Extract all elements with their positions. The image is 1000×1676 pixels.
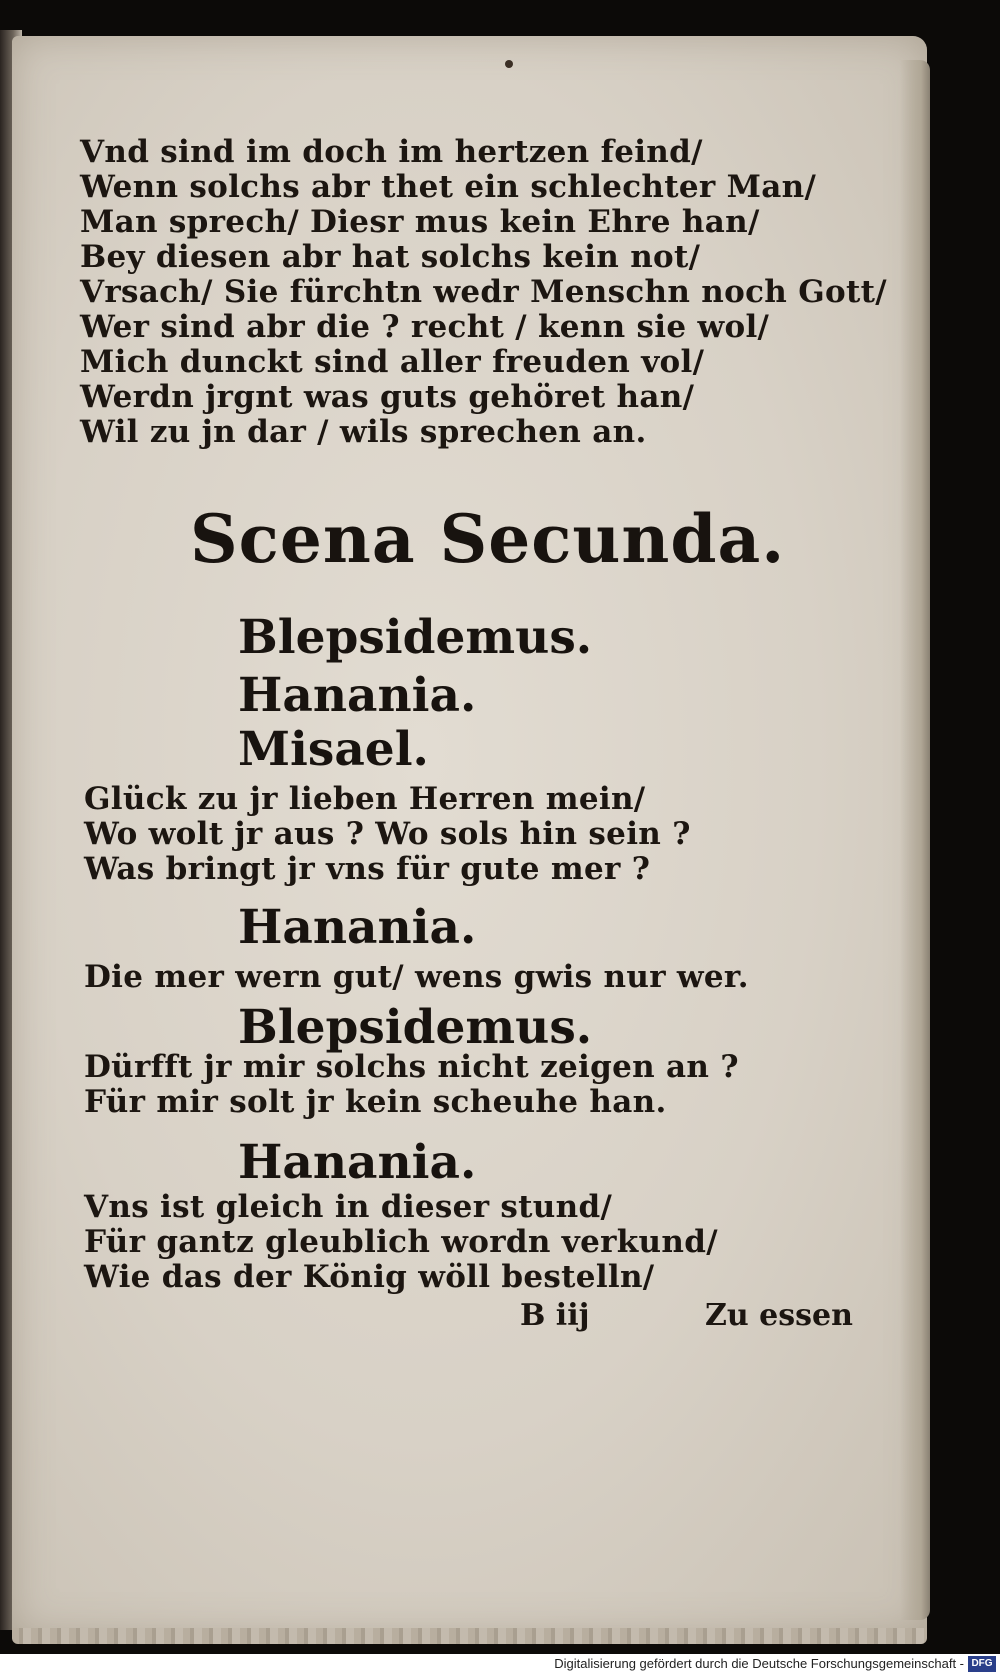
verse-line: Wil zu jn dar / wils sprechen an. (80, 414, 647, 450)
speaker-blepsidemus: Blepsidemus. (238, 1000, 593, 1055)
verse-line: Vnd sind im doch im hertzen feind/ (80, 134, 703, 170)
verse-line: Glück zu jr lieben Herren mein/ (84, 781, 646, 817)
verse-line: Mich dunckt sind aller freuden vol/ (80, 344, 705, 380)
verse-line: Die mer wern gut/ wens gwis nur wer. (84, 959, 749, 995)
verse-line: Werdn jrgnt was guts gehöret han/ (80, 379, 695, 415)
verse-line: Für gantz gleublich wordn verkund/ (84, 1224, 718, 1260)
speaker-hanania: Hanania. (238, 900, 477, 955)
verse-line: Was bringt jr vns für gute mer ? (84, 851, 651, 887)
verse-block-top (80, 135, 887, 450)
verse-line: Für mir solt jr kein scheuhe han. (84, 1084, 667, 1120)
verse-line: Wie das der König wöll bestelln/ (84, 1259, 655, 1295)
page-edge-shadow (900, 60, 930, 1620)
verse-line: Dürfft jr mir solchs nicht zeigen an ? (84, 1049, 739, 1085)
scene-heading: Scena Secunda. (190, 500, 786, 578)
cast-name-blepsidemus: Blepsidemus. (238, 610, 593, 665)
verse-line: Vns ist gleich in dieser stund/ (84, 1189, 613, 1225)
footer-credit-text: Digitalisierung gefördert durch die Deutsche Forschungsgemeinschaft - (554, 1656, 964, 1671)
digitization-footer (0, 1654, 1000, 1676)
verse-line: Wenn solchs abr thet ein schlechter Man/ (80, 169, 817, 205)
ink-spot (505, 60, 513, 68)
speech-block-4 (84, 1190, 718, 1295)
verse-line: Wo wolt jr aus ? Wo sols hin sein ? (84, 816, 691, 852)
verse-line: Wer sind abr die ? recht / kenn sie wol/ (80, 309, 770, 345)
speaker-hanania: Hanania. (238, 1135, 477, 1190)
verse-line: Man sprech/ Diesr mus kein Ehre han/ (80, 204, 760, 240)
catchword: Zu essen (705, 1298, 853, 1333)
verse-line: Vrsach/ Sie fürchtn wedr Menschn noch Gott/ (80, 274, 887, 310)
speech-block-3 (84, 1050, 739, 1120)
verse-line: Bey diesen abr hat solchs kein not/ (80, 239, 701, 275)
speech-block-1 (84, 782, 691, 887)
signature-mark: B iij (520, 1298, 590, 1333)
dfg-logo-icon: DFG (968, 1656, 996, 1672)
cast-name-misael: Misael. (238, 722, 429, 777)
cast-name-hanania: Hanania. (238, 668, 477, 723)
speech-block-2 (84, 960, 749, 995)
